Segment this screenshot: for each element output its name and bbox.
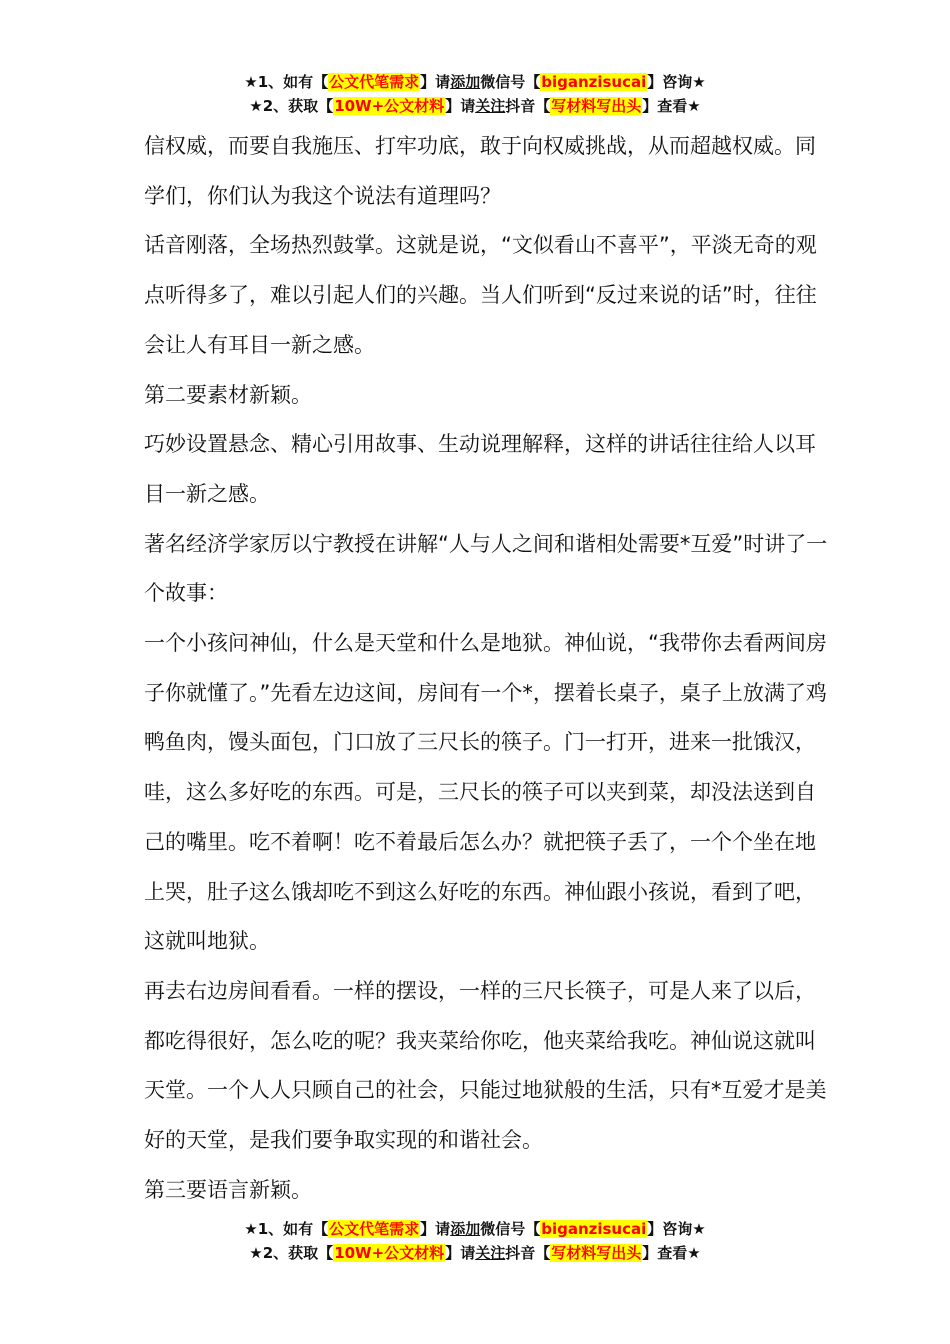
paragraph: 话音刚落，全场热烈鼓掌。这就是说，“文似看山不喜平”，平淡无奇的观点听得多了，难以引起人们的兴趣。当人们听到“反过来说的话”时，往往会让人有耳目一新之感。 — [144, 233, 817, 357]
banner-line-2-prefix: ★2、获取【 — [249, 97, 334, 115]
banner-line-1-mid2: 微信号【 — [480, 73, 541, 91]
banner-line-1-prefix: ★1、如有【 — [244, 73, 329, 91]
footer-banner-line-1 — [0, 1217, 950, 1241]
banner-line-1 — [0, 70, 950, 94]
footer-line-1-mid1: 】请 — [420, 1220, 451, 1238]
footer-line-2-mid1: 】请 — [445, 1244, 476, 1262]
paragraph: 巧妙设置悬念、精心引用故事、生动说理解释，这样的讲话往往给人以耳目一新之感。 — [144, 432, 816, 506]
footer-line-1-prefix: ★1、如有【 — [244, 1220, 329, 1238]
banner-line-1-suffix: 】咨询★ — [647, 73, 706, 91]
footer-line-2-mid2: 抖音【 — [505, 1244, 551, 1262]
banner-line-1-highlight-wechat: biganzisucai — [541, 73, 647, 91]
banner-line-2-highlight-douyin: 写材料写出头 — [551, 97, 642, 115]
paragraph: 著名经济学家厉以宁教授在讲解“人与人之间和谐相处需要*互爱”时讲了一个故事： — [144, 531, 828, 606]
banner-line-2-mid2: 抖音【 — [505, 97, 551, 115]
footer-line-2-highlight-materials: 10W+公文材料 — [334, 1244, 445, 1262]
banner-line-2-underlined: 关注 — [475, 97, 506, 115]
paragraph: 一个小孩问神仙，什么是天堂和什么是地狱。神仙说，“我带你去看两间房子你就懂了。”先看左边这间，房间有一个*，摆着长桌子，桌子上放满了鸡鸭鱼肉，馒头面包，门口放了三尺长的筷子。门一打开，进来一批饿汉，哇，这么多好吃的东西。可是，三尺长的筷子可以夹到菜，却没法送到自己的嘴里。吃不着啊！吃不着最后怎么办？就把筷子丢了，一个个坐在地上哭，肚子这么饿却吃不到这么好吃的东西。神仙跟小孩说，看到了吧，这就叫地狱。 — [144, 631, 827, 954]
banner-line-1-underlined: 添加 — [450, 73, 481, 91]
footer-line-1-mid2: 微信号【 — [480, 1220, 541, 1238]
footer-banner-line-2 — [0, 1241, 950, 1265]
paragraph: 信权威，而要自我施压、打牢功底，敢于向权威挑战，从而超越权威。同学们，你们认为我这个说法有道理吗？ — [144, 134, 816, 208]
banner-line-2-highlight-materials: 10W+公文材料 — [334, 97, 445, 115]
footer-line-1-highlight-wechat: biganzisucai — [541, 1220, 647, 1238]
footer-banner — [0, 1217, 950, 1265]
banner-line-2-suffix: 】查看★ — [642, 97, 701, 115]
document-body — [144, 122, 834, 1215]
footer-line-1-highlight-service: 公文代笔需求 — [329, 1220, 420, 1238]
footer-line-1-underlined: 添加 — [450, 1220, 481, 1238]
header-banner — [0, 70, 950, 118]
footer-line-2-highlight-douyin: 写材料写出头 — [551, 1244, 642, 1262]
footer-line-2-suffix: 】查看★ — [642, 1244, 701, 1262]
banner-line-2 — [0, 94, 950, 118]
banner-line-2-mid1: 】请 — [445, 97, 476, 115]
footer-line-1-suffix: 】咨询★ — [647, 1220, 706, 1238]
section-heading: 第三要语言新颖。 — [144, 1177, 312, 1202]
banner-line-1-highlight-service: 公文代笔需求 — [329, 73, 420, 91]
footer-line-2-underlined: 关注 — [475, 1244, 506, 1262]
footer-line-2-prefix: ★2、获取【 — [249, 1244, 334, 1262]
section-heading: 第二要素材新颖。 — [144, 382, 312, 407]
banner-line-1-mid1: 】请 — [420, 73, 451, 91]
paragraph: 再去右边房间看看。一样的摆设，一样的三尺长筷子，可是人来了以后，都吃得很好，怎么吃的呢？我夹菜给你吃，他夹菜给我吃。神仙说这就叫天堂。一个人人只顾自己的社会，只能过地狱般的生活，只有*互爱才是美好的天堂，是我们要争取实现的和谐社会。 — [144, 978, 827, 1153]
